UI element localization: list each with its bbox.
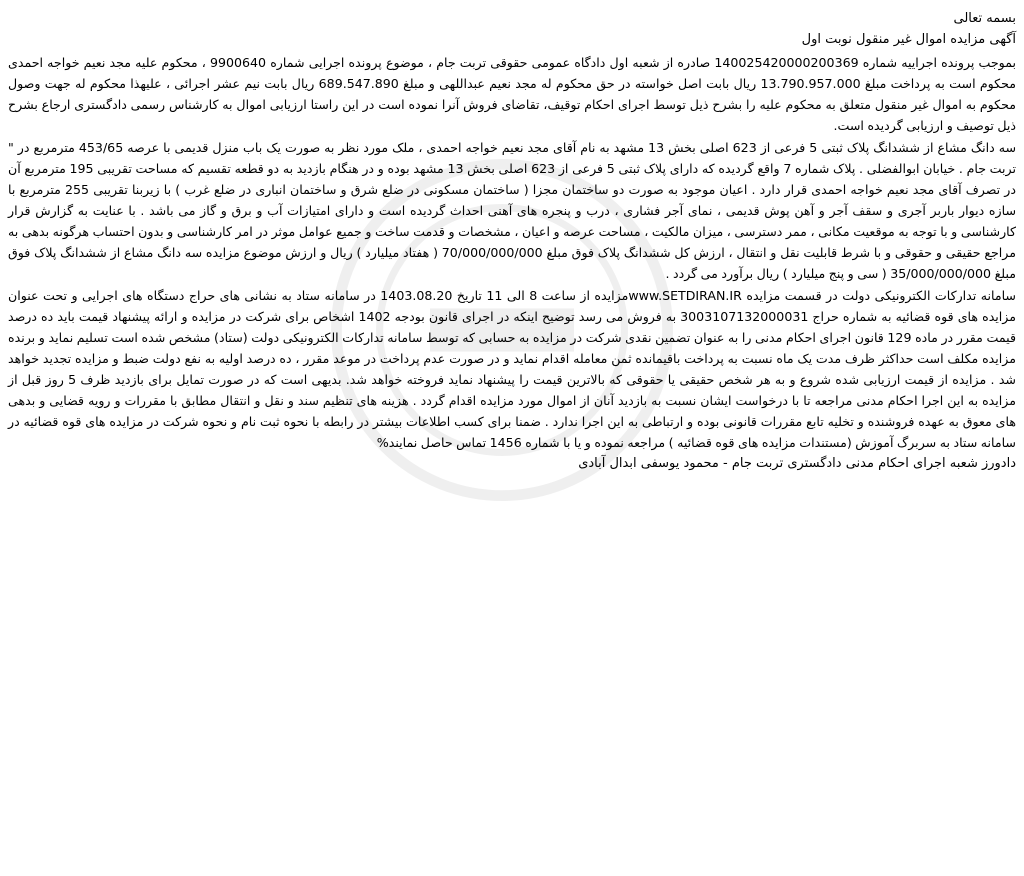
greeting: بسمه تعالی (953, 11, 1016, 26)
case-paragraph: بموجب پرونده اجراییه شماره 140025420000200369 صادره از شعبه اول دادگاه عمومی حقوقی تربت جام ، موضوع پرونده اجرایی شماره 9900640 ، محکوم علیه مجد نعیم خواجه احمدی محکوم است به پرداخت مبلغ 13.790.957.000 ریال بابت اصل خواسته در حق محکوم له مجد نعیم عبداللهی و مبلغ 689.547.890 ریال بابت نیم عشر اجرائی ، علیهذا محکوم له جهت وصول محکوم به اموال غیر منقول متعلق به محکوم علیه را بشرح ذیل توسط اجرای احکام توقیف، تقاضای فروش آنرا نموده است در این راستا ارزیابی اموال به کارشناس رسمی دادگستری ارجاع بشرح ذیل توصیف و ارزیابی گردیده است. (8, 55, 1016, 133)
signature: دادورز شعبه اجرای احکام مدنی دادگستری تربت جام - محمود یوسفی ابدال آبادی (578, 456, 1016, 471)
property-description-paragraph: سه دانگ مشاع از ششدانگ پلاک ثبتی 5 فرعی از 623 اصلی بخش 13 مشهد به نام آقای مجد نعیم خواجه احمدی ، ملک مورد نظر به صورت یک باب منزل قدیمی با عرصه 453/65 مترمربع در " تربت جام . خیابان ابوالفضلی . پلاک شماره 7 واقع گردیده که دارای پلاک ثبتی 5 فرعی از 623 اصلی بخش 13 مشهد بوده و در هنگام بازدید به دو قطعه تقسیم که مساحت تقریبی 195 مترمربع آن در تصرف آقای مجد نعیم خواجه احمدی قرار دارد . اعیان موجود به صورت دو ساختمان مجزا ( ساختمان مسکونی در ضلع شرق و ساختمان انباری در ضلع غرب ) با زیربنا تقریبی 255 مترمربع با سازه دیوار باربر آجری و سقف آجر و آهن پوش قدیمی ، نمای آجر فشاری ، درب و پنجره های آهنی احداث گردیده است و دارای امتیازات آب و برق و گاز می باشد . با عنایت به گزارش قرار کارشناسی و با توجه به موقعیت مکانی ، ممر دسترسی ، میزان مالکیت ، مساحت عرصه و اعیان ، مشخصات و قدمت ساخت و جمیع عوامل موثر در امر کارشناسی و بدون احتساب هرگونه بدهی به مراجع حقیقی و حقوقی و با شرط قابلیت نقل و انتقال ، ارزش کل ششدانگ پلاک فوق مبلغ 70/000/000/000 ( هفتاد میلیارد ) ریال و ارزش موضوع مزایده سه دانگ مشاع از ششدانگ پلاک فوق مبلغ 35/000/000/000 ( سی و پنج میلیارد ) ریال برآورد می گردد . (8, 140, 1017, 281)
auction-terms-paragraph: سامانه تدارکات الکترونیکی دولت در قسمت مزایده www.SETDIRAN.IRمزایده از ساعت 8 الی 11 تاریخ 1403.08.20 در سامانه ستاد به نشانی های حراج دستگاه های اجرایی و تحت عنوان مزایده های قوه قضائیه به شماره حراج 3003107132000031 به فروش می رسد توضیح اینکه در اجرای قانون بودجه 1402 اشخاص برای شرکت در مزایده و ارائه پیشنهاد قیمت باید ده درصد قیمت مقرر در ماده 129 قانون اجرای احکام مدنی را به عنوان تضمین نقدی شرکت در مزایده به حسابی که توسط سامانه تدارکات الکترونیکی دولت (ستاد) مشخص شده است تسلیم نماید و برنده مزایده مکلف است حداکثر ظرف مدت یک ماه نسبت به پرداخت باقیمانده ثمن معامله اقدام نماید و در صورت عدم پرداخت در موعد مقرر ، ده درصد اولیه به نفع دولت ضبط و مزایده تجدید خواهد شد . مزایده از قیمت ارزیابی شده شروع و به هر شخص حقیقی یا حقوقی که بالاترین قیمت را پیشنهاد نماید فروخته خواهد شد. بدیهی است که در صورت تمایل برای بازدید ظرف 5 روز قبل از مزایده به این اجرا احکام مدنی مراجعه تا با درخواست ایشان نسبت به بازدید آنان از اموال مورد مزایده اقدام گردد . هزینه های تنظیم سند و نقل و انتقال مطابق با مقررات و رویه قضایی و بدهی های معوق به عهده فروشنده و تخلیه تابع مقررات قانونی بوده و ارتباطی به این اجرا ندارد . ضمنا برای کسب اطلاعات بیشتر در رابطه با نحوه ثبت نام و نحوه شرکت در مزایده های قوه قضائیه در سامانه ستاد به سربرگ آموزش (مستندات مزایده های قوه قضائیه ) مراجعه نموده و یا با شماره 1456 تماس حاصل نمایند% (8, 288, 1017, 450)
notice-title: آگهی مزایده اموال غیر منقول نوبت اول (801, 32, 1016, 47)
